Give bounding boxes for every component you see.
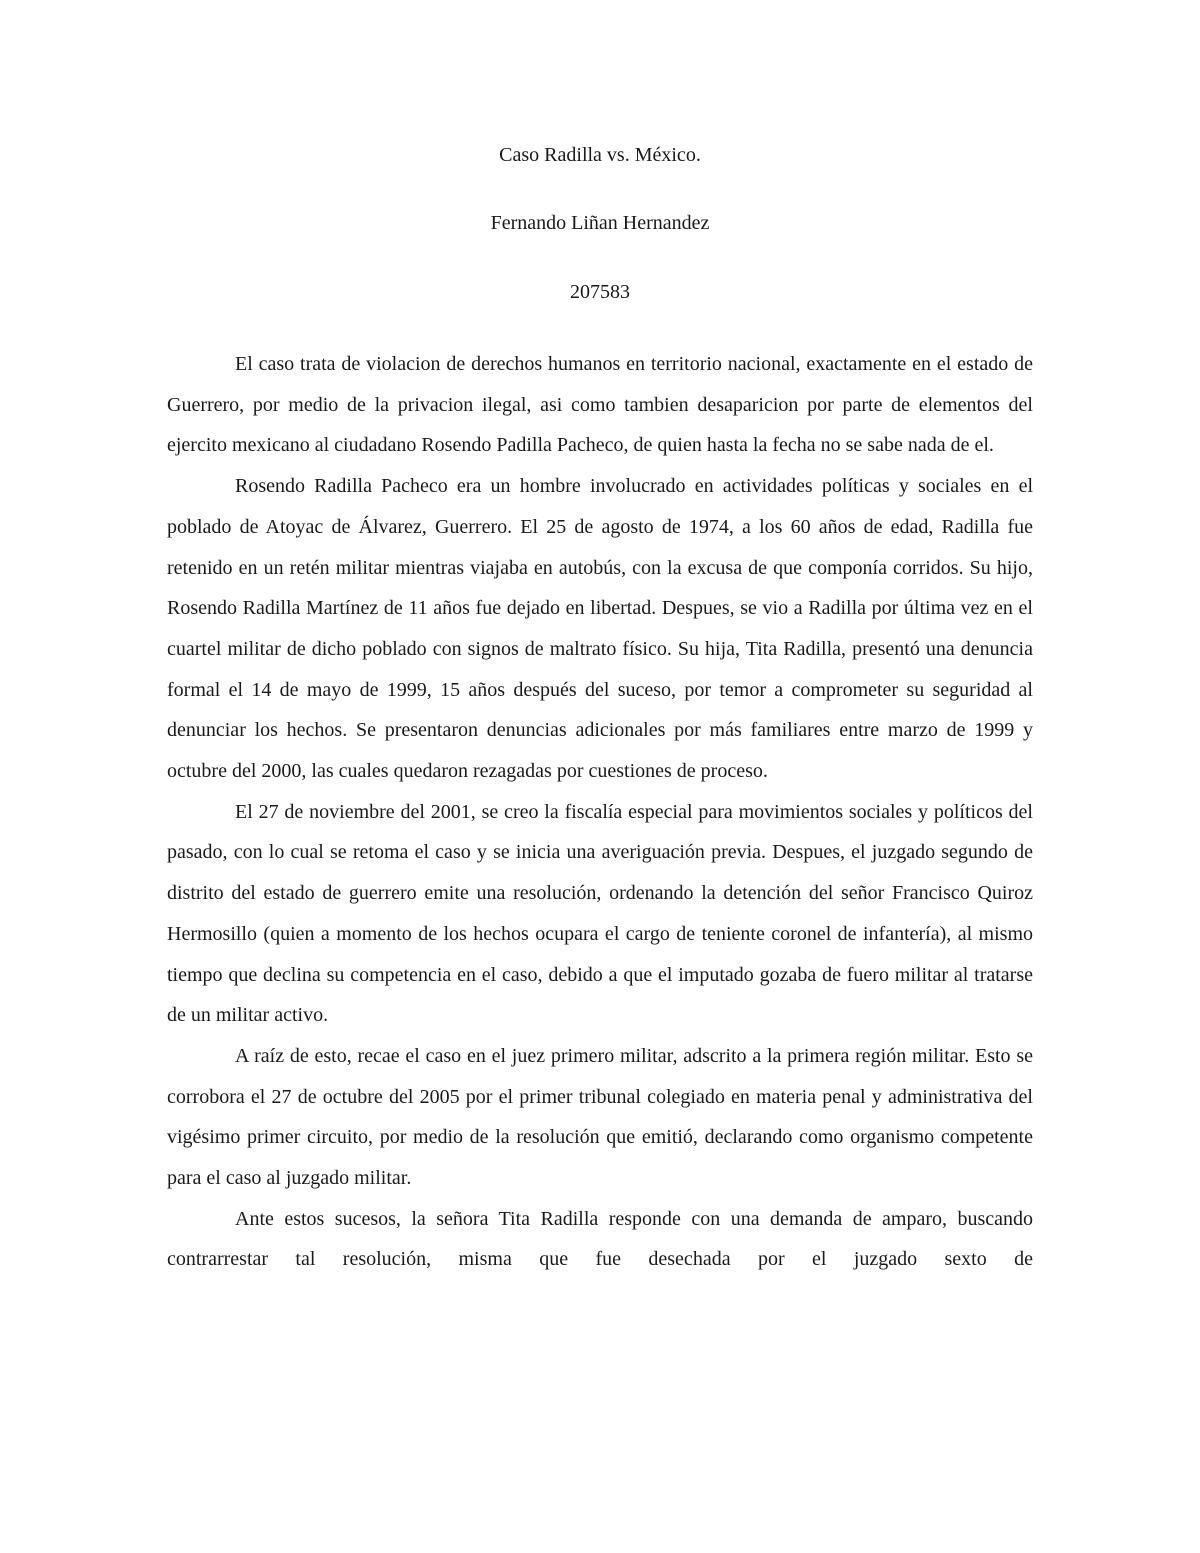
paragraph-1: El caso trata de violacion de derechos humanos en territorio nacional, exactamente en el estado de Guerrero, por medio de la privacion ilegal, asi como tambien desaparicion por parte de elementos del ejercito mexicano al ciudadano Rosendo Padilla Pacheco, de quien hasta la fecha no se sabe nada de el.	[167, 353, 1033, 457]
paragraph-2: Rosendo Radilla Pacheco era un hombre involucrado en actividades políticas y sociales en el poblado de Atoyac de Álvarez, Guerrero. El 25 de agosto de 1974, a los 60 años de edad, Radilla fue retenido en un retén militar mientras viajaba en autobús, con la excusa de que componía corridos. Su hijo, Rosendo Radilla Martínez de 11 años fue dejado en libertad. Despues, se vio a Radilla por última vez en el cuartel militar de dicho poblado con signos de maltrato físico. Su hija, Tita Radilla, presentó una denuncia formal el 14 de mayo de 1999, 15 años después del suceso, por temor a comprometer su seguridad al denunciar los hechos. Se presentaron denuncias adicionales por más familiares entre marzo de 1999 y octubre del 2000, las cuales quedaron rezagadas por cuestiones de proceso.	[167, 475, 1033, 783]
author-name: Fernando Liñan Hernandez	[490, 212, 710, 234]
document-title: Caso Radilla vs. México.	[499, 144, 701, 166]
paragraph-5: Ante estos sucesos, la señora Tita Radilla responde con una demanda de amparo, buscando contrarrestar tal resolución, misma que fue desechada por el juzgado sexto de	[167, 1207, 1033, 1271]
student-id: 207583	[570, 281, 630, 303]
paragraph-3: El 27 de noviembre del 2001, se creo la fiscalía especial para movimientos sociales y políticos del pasado, con lo cual se retoma el caso y se inicia una averiguación previa. Despues, el juzgado segundo de distrito del estado de guerrero emite una resolución, ordenando la detención del señor Francisco Quiroz Hermosillo (quien a momento de los hechos ocupara el cargo de teniente coronel de infantería), al mismo tiempo que declina su competencia en el caso, debido a que el imputado gozaba de fuero militar al tratarse de un militar activo.	[167, 800, 1033, 1027]
paragraph-4: A raíz de esto, recae el caso en el juez primero militar, adscrito a la primera región militar. Esto se corrobora el 27 de octubre del 2005 por el primer tribunal colegiado en materia penal y administrativa del vigésimo primer circuito, por medio de la resolución que emitió, declarando como organismo competente para el caso al juzgado militar.	[167, 1044, 1033, 1190]
document-body	[167, 344, 1033, 1280]
